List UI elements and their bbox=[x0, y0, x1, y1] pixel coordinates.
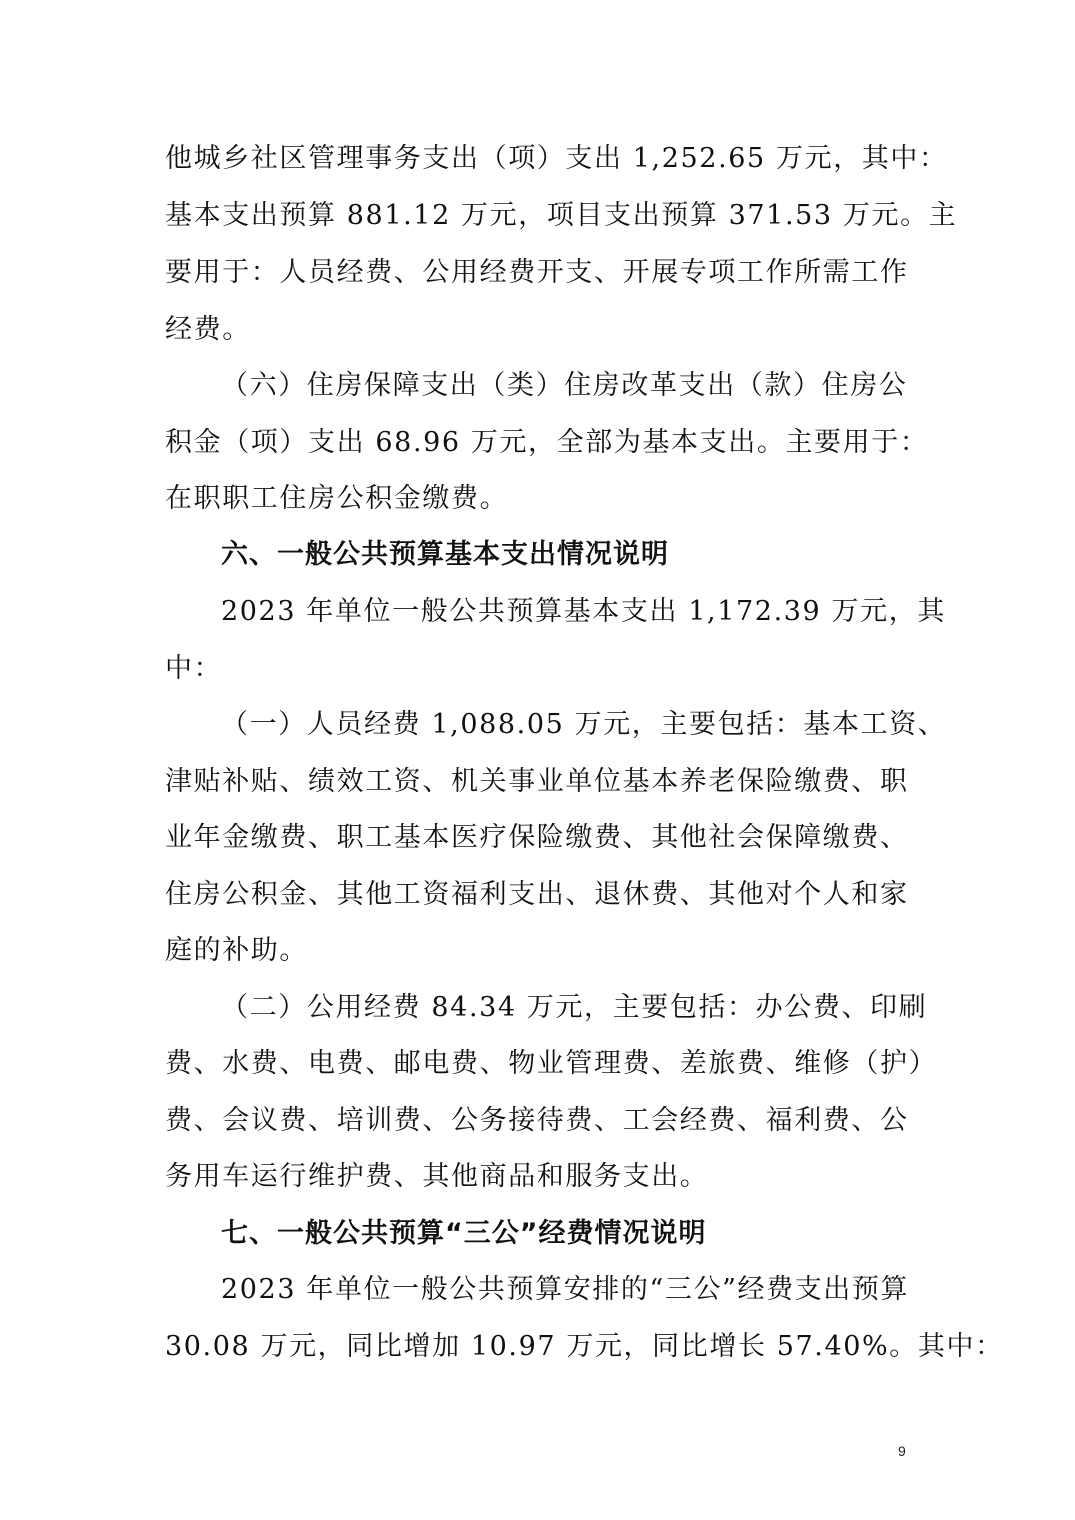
body-text-line: 经费。 bbox=[165, 314, 251, 345]
body-text-line: 津贴补贴、绩效工资、机关事业单位基本养老保险缴费、职 bbox=[165, 766, 909, 797]
body-text-line: 庭的补助。 bbox=[165, 935, 308, 966]
body-text-line: 他城乡社区管理事务支出（项）支出 1,252.65 万元，其中： bbox=[165, 143, 948, 174]
body-text-line: 费、水费、电费、邮电费、物业管理费、差旅费、维修（护） bbox=[165, 1048, 938, 1079]
body-text-line: 2023 年单位一般公共预算基本支出 1,172.39 万元，其 bbox=[221, 596, 946, 627]
body-text-line: 基本支出预算 881.12 万元，项目支出预算 371.53 万元。主 bbox=[165, 200, 958, 231]
body-text-line: （一）人员经费 1,088.05 万元，主要包括：基本工资、 bbox=[221, 709, 947, 740]
body-text-line: （六）住房保障支出（类）住房改革支出（款）住房公 bbox=[221, 370, 908, 401]
section-heading: 六、一般公共预算基本支出情况说明 bbox=[221, 539, 669, 570]
section-heading: 七、一般公共预算“三公”经费情况说明 bbox=[221, 1218, 707, 1249]
body-text-line: 30.08 万元，同比增加 10.97 万元，同比增长 57.40%。其中： bbox=[165, 1331, 1004, 1362]
body-text-line: 要用于：人员经费、公用经费开支、开展专项工作所需工作 bbox=[165, 257, 909, 288]
body-text-line: 住房公积金、其他工资福利支出、退休费、其他对个人和家 bbox=[165, 879, 909, 910]
body-text-line: 费、会议费、培训费、公务接待费、工会经费、福利费、公 bbox=[165, 1105, 909, 1136]
page-number: 9 bbox=[898, 1443, 906, 1459]
body-text-line: 2023 年单位一般公共预算安排的“三公”经费支出预算 bbox=[221, 1274, 910, 1305]
body-text-line: 积金（项）支出 68.96 万元，全部为基本支出。主要用于： bbox=[165, 427, 929, 458]
body-text-line: 业年金缴费、职工基本医疗保险缴费、其他社会保障缴费、 bbox=[165, 822, 909, 853]
body-text-line: 在职职工住房公积金缴费。 bbox=[165, 483, 509, 514]
body-text-line: 务用车运行维护费、其他商品和服务支出。 bbox=[165, 1161, 709, 1192]
body-text-line: （二）公用经费 84.34 万元，主要包括：办公费、印刷 bbox=[221, 992, 928, 1023]
body-text-line: 中： bbox=[165, 653, 223, 684]
